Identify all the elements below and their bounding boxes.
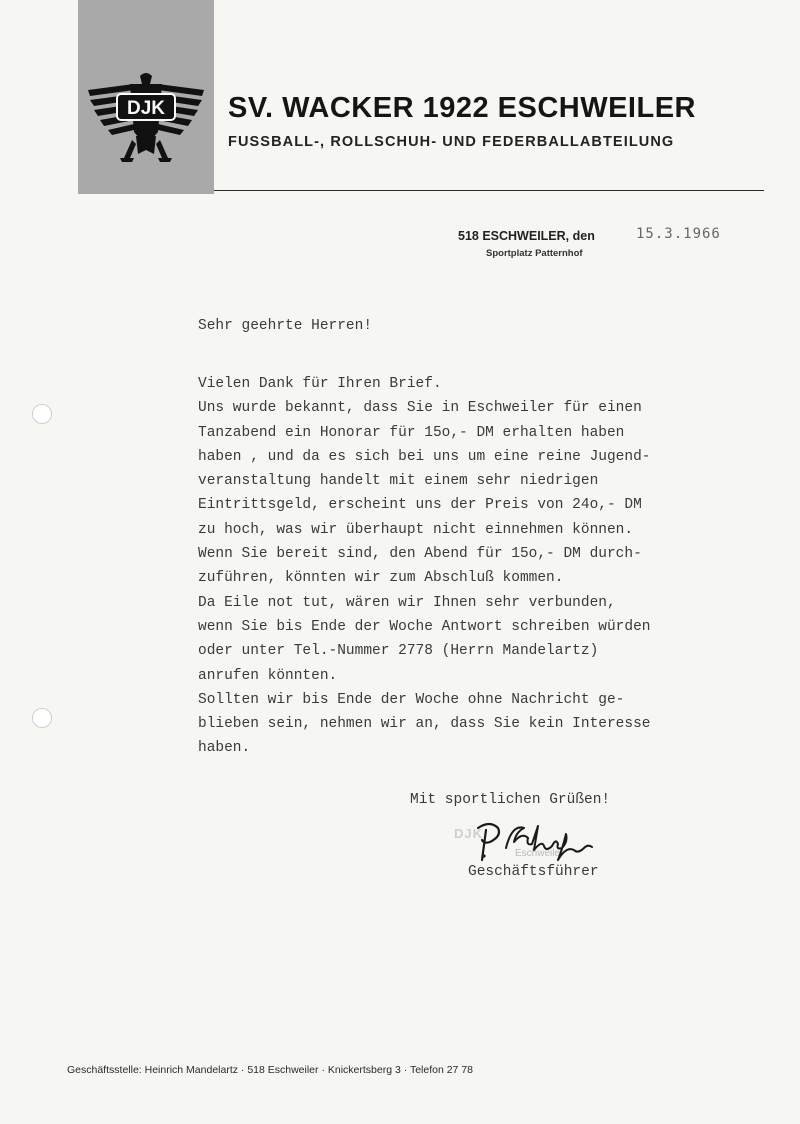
- body-line: Eintrittsgeld, erscheint uns der Preis von 24o,- DM: [198, 497, 642, 514]
- club-name: SV. WACKER 1922 ESCHWEILER: [228, 92, 696, 124]
- club-subtitle: FUSSBALL-, ROLLSCHUH- UND FEDERBALLABTEILUNG: [228, 134, 675, 150]
- body-line: Uns wurde bekannt, dass Sie in Eschweiler für einen: [198, 400, 642, 417]
- place-label: 518 ESCHWEILER, den: [458, 229, 595, 243]
- punch-hole: [32, 708, 52, 728]
- sportplatz-label: Sportplatz Patternhof: [486, 248, 583, 259]
- footer-address: Geschäftsstelle: Heinrich Mandelartz · 518 Eschweiler · Knickertsberg 3 · Telefon 27 78: [67, 1064, 473, 1076]
- handwritten-signature: [470, 818, 620, 864]
- salutation: Sehr geehrte Herren!: [198, 318, 373, 334]
- body-line: Sollten wir bis Ende der Woche ohne Nachricht ge-: [198, 691, 625, 708]
- body-line: wenn Sie bis Ende der Woche Antwort schreiben würden: [198, 618, 651, 635]
- header-divider: [214, 190, 764, 191]
- letter-body: [198, 372, 650, 761]
- body-line: Wenn Sie bereit sind, den Abend für 15o,- DM durch-: [198, 546, 642, 563]
- body-line: blieben sein, nehmen wir an, dass Sie kein Interesse: [198, 716, 651, 733]
- body-line: zu hoch, was wir überhaupt nicht einnehmen können.: [198, 521, 634, 538]
- punch-hole: [32, 404, 52, 424]
- closing-greeting: Mit sportlichen Grüßen!: [410, 792, 611, 808]
- body-line: haben.: [198, 740, 251, 757]
- club-stamp: DJK: [454, 826, 484, 841]
- letter-date: 15.3.1966: [636, 226, 721, 242]
- body-line: veranstaltung handelt mit einem sehr niedrigen: [198, 473, 599, 490]
- body-line: anrufen könnten.: [198, 667, 338, 684]
- signatory-role: Geschäftsführer: [468, 864, 599, 880]
- body-line: Tanzabend ein Honorar für 15o,- DM erhalten haben: [198, 424, 625, 441]
- body-line: Vielen Dank für Ihren Brief.: [198, 376, 442, 392]
- logo-block: [78, 0, 214, 194]
- club-stamp-subtext: Eschweiler: [515, 848, 564, 859]
- body-line: zuführen, könnten wir zum Abschluß kommen.: [198, 570, 564, 587]
- eagle-logo-icon: [84, 70, 208, 168]
- body-line: haben , und da es sich bei uns um eine reine Jugend-: [198, 448, 651, 465]
- body-line: oder unter Tel.-Nummer 2778 (Herrn Mandelartz): [198, 643, 599, 660]
- body-line: Da Eile not tut, wären wir Ihnen sehr verbunden,: [198, 594, 616, 611]
- logo-text: DJK: [126, 98, 166, 119]
